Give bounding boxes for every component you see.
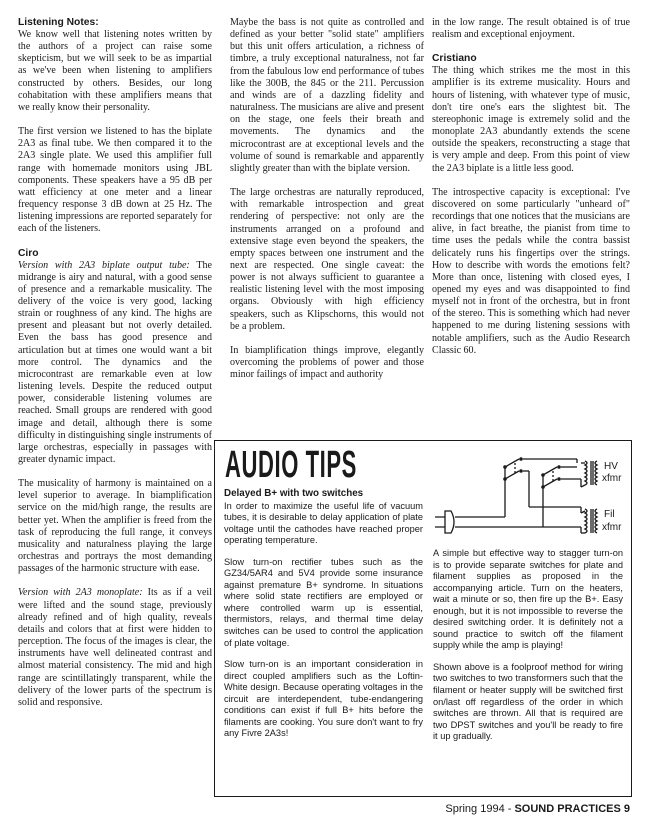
column-2 xyxy=(230,17,424,393)
switch-2-blade-b xyxy=(543,479,557,487)
switch-1-blade-a xyxy=(505,459,519,467)
fil-secondary-coil xyxy=(595,509,597,533)
hv-label-line-2: xfmr xyxy=(602,473,622,484)
audio-tips-paragraph-4: A simple but effective way to stagger turn-on is to provide separate switches for plate and filament supplies as proposed in the accompanying article. Turn on the heaters, wait a minute or so, then fire up the B+. Easy enough, but it is not impossible to reverse the desired switching order. It is definitely not a sound practice to switch off the filament supply while the amp is playing! xyxy=(433,548,623,651)
col2-paragraph-2: The large orchestras are naturally reproduced, with remarkable introspection and great rendering of perspective: not only are the instruments arranged on a profound and extensive stage even beyond the speakers, the empty spaces between one instrument and the next are respected. One single caveat: the power is not always sufficient to guarantee a realistic listening level with the most imposing organs. Obviously with high efficiency speakers, such as Klipschorns, this would not be a problem. xyxy=(230,187,424,332)
monoplate-version-label: Version with 2A3 monoplate: xyxy=(18,587,143,599)
ciro-monoplate-paragraph xyxy=(18,587,212,709)
cristiano-paragraph-1: The thing which strikes me the most in this amplifier is its extreme musicality. Hours and hours of listening, with whatever type of music, don't tire one's ears the slightest bit. The stereophonic image is extremely solid and the monoplate 2A3 abundantly extends the scene outside the speakers, reconstructing a stage that is very ample and deep. From this point of view the 2A3 biplate is a little less good. xyxy=(432,65,630,174)
ciro-heading: Ciro xyxy=(18,247,39,259)
audio-tips-paragraph-3: Slow turn-on is an important consideration in direct coupled amplifiers such as the Loftin-White design. Because operating voltages in the circuit are interdependent, tube-endangering conditions can exist if full B+ hits before the filaments are cooking. You sure don't want to fry any Fivre 2A3s! xyxy=(224,659,423,739)
listening-notes-heading: Listening Notes: xyxy=(18,17,99,28)
ciro-biplate-paragraph xyxy=(18,260,212,467)
audio-tips-left-column xyxy=(224,488,423,750)
col2-paragraph-3: In biamplification things improve, elegantly overcoming the problems of power and those minor failings of impact and authority xyxy=(230,344,424,381)
plug-body xyxy=(445,511,454,533)
audio-tips-title: AUDIO TIPS xyxy=(225,444,357,486)
biplate-version-text: The midrange is airy and natural, with a good sense of presence and a remarkable musicality. The delivery of the voice is very good, lacking strain or roughness of any kind. The highs are present and pleasant but not overly detailed. Even the bass has good presence and articulation but at times one would want a bit more control. The dynamics and the microcontrast are remarkable even at low listening levels. Despite the reduced output power, considerable listening volumes are reached. Small groups are rendered with good image and detail, although there is some difficulty in distinguishing single instruments of large orchestras, especially in passages with greater dynamic impact. xyxy=(18,259,213,465)
column-1 xyxy=(18,17,212,721)
footer-issue: Spring 1994 - xyxy=(445,803,515,815)
audio-tips-paragraph-1: In order to maximize the useful life of vacuum tubes, it is desirable to delay application of plate voltage until the cathodes have reached proper operating temperature. xyxy=(224,500,423,546)
listening-notes-paragraph-2: The first version we listened to has the biplate 2A3 as final tube. We then compared it to the 2A3 single plate. We used this amplifier full range with homemade monitors using JBL components. These speakers have a 95 dB per watt efficiency at one meter and a linear frequency response 3 dB down at 25 Hz. The listening impressions are reported separately for each of the listeners. xyxy=(18,126,212,235)
audio-tips-paragraph-2: Slow turn-on rectifier tubes such as the GZ34/5AR4 and 5V4 provide some insurance against premature B+ syndrome. In situations where solid state rectifiers are employed or where controlled warm up is essential, thermistors, relays, and thermal time delay switches can be used to control the application of plate voltage. xyxy=(224,556,423,648)
footer-magazine-name: SOUND PRACTICES xyxy=(514,803,621,815)
footer-page-number: 9 xyxy=(620,803,630,815)
switch-wiring-diagram xyxy=(433,447,628,547)
plug-prongs xyxy=(435,517,445,527)
cristiano-heading: Cristiano xyxy=(432,53,477,65)
monoplate-version-text: Its as if a veil were lifted and the sound stage, previously already refined and of high quality, reveals details and colors that at first were hidden to perception. The focus of the images is clear, the instruments have well delineated contrast and almost material consistency. The mid and high range are scintillatingly transparent, while the delivery of the lower parts of the spectrum is solid and responsive. xyxy=(18,587,212,708)
hv-secondary-coil xyxy=(595,461,597,485)
listening-notes-paragraph-1: We know well that listening notes written by the authors of a project can raise some skepticism, but we will seek to be as impartial as we've been when listening to amplifiers constructed by others. Besides, our long cohabitation with these amplifiers means that we really know their personality. xyxy=(18,29,212,113)
ciro-harmony-paragraph: The musicality of harmony is maintained on a level superior to average. In biamplification service on the mid/high range, the results are better yet. When the amplifier is freed from the task of reproducing the full range, it conveys musicality and naturalness playing the large orchestras and portrays the most demanding passages of the harmonic structure with ease. xyxy=(18,478,212,575)
fil-label-line-1: Fil xyxy=(604,509,615,520)
hv-label-line-1: HV xyxy=(604,461,618,472)
col2-paragraph-1: Maybe the bass is not quite as controlled and defined as your better "solid state" amplifiers but this unit offers articulation, a richness of timbre, a truly exceptional naturalness, not far from the fabulous low end performance of tubes like the 300B, the 845 or the 211. Percussion and winds are of a dazzling fidelity and naturalness. The musicians are alive and present on the stage, one feels their breath and movements. The dynamics and the microcontrast are at exceptional levels and the volume of sound is remarkable and apparently slightly greater than with the biplate version. xyxy=(230,17,424,174)
fil-primary-coil xyxy=(585,509,587,533)
page-footer xyxy=(445,803,630,815)
switch-2-blade-a xyxy=(543,467,557,475)
audio-tips-box xyxy=(214,440,632,797)
cristiano-paragraph-2: The introspective capacity is exceptional: I've discovered on some particularly "unheard of" recordings that one notices that the musicians are alive, in fact breathe, the pianist from time to time uses the pedals while the contra bassist delicately runs his fingertips over the strings. How to describe with words the emotions felt? More than once, listening with closed eyes, I opened my eyes and was disappointed to find myself not in front of the orchestra, but in front of the stereo. This is something which had never happened to me during listening sessions with notable amplifiers, such as the Audio Research Classic 60. xyxy=(432,186,630,356)
audio-tips-paragraph-5: Shown above is a foolproof method for wiring two switches to two transformers such that the filament or heater supply will be switched first on/last off regardless of the order in which switches are thrown. All that is required are two DPST switches and you'll be ready to fire it up gradually. xyxy=(433,661,623,742)
fil-label-line-2: xfmr xyxy=(602,522,622,533)
col3-paragraph-1: in the low range. The result obtained is of true realism and exceptional enjoyment. xyxy=(432,17,630,41)
hv-primary-coil xyxy=(585,461,587,485)
audio-tips-right-column xyxy=(433,548,623,753)
switch-1-blade-b xyxy=(505,471,519,479)
audio-tips-heading: Delayed B+ with two switches xyxy=(224,488,364,499)
column-3 xyxy=(432,17,630,369)
biplate-version-label: Version with 2A3 biplate output tube: xyxy=(18,259,190,271)
